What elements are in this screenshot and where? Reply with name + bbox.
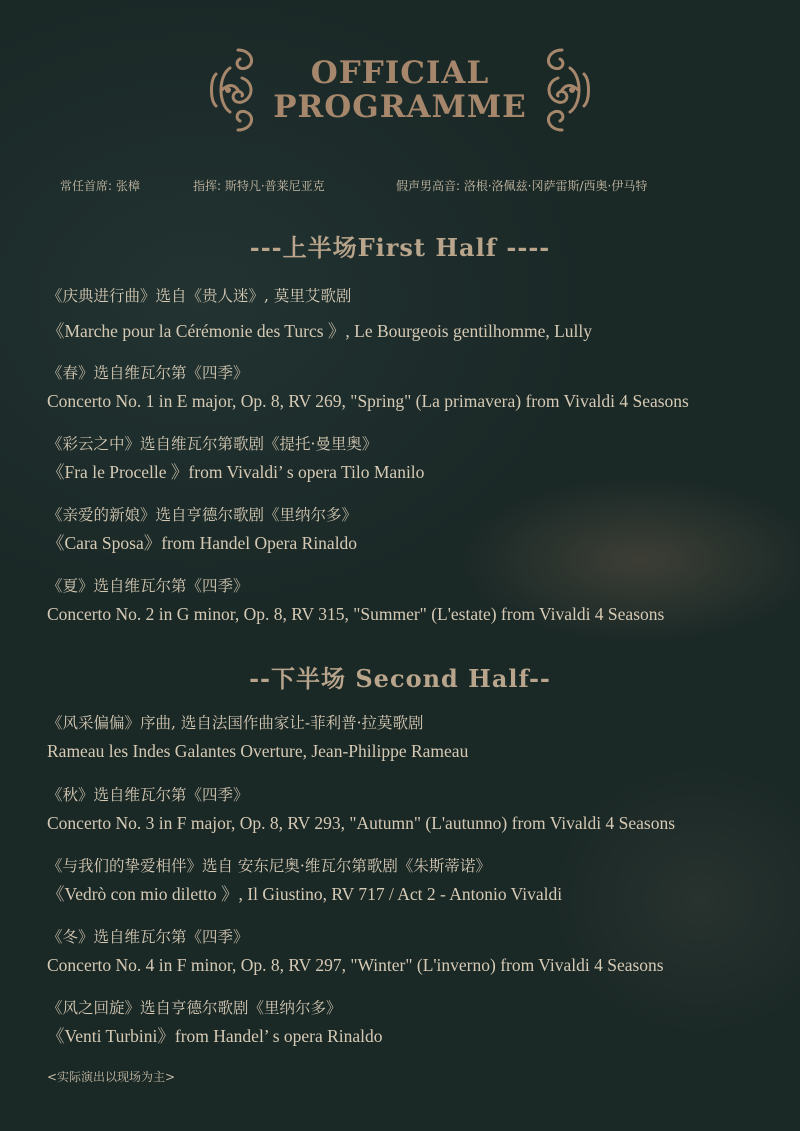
title-line-2: PROGRAMME xyxy=(273,89,527,125)
programme-item xyxy=(47,926,787,976)
programme-item xyxy=(47,362,787,412)
item-title-en: Concerto No. 2 in G minor, Op. 8, RV 315, "Summer" (L'estate) from Vivaldi 4 Seasons xyxy=(47,604,665,624)
programme-title xyxy=(250,56,550,124)
item-title-en: 《Fra le Procelle 》from Vivaldi’ s opera Tilo Manilo xyxy=(47,462,425,482)
second-half-title: --下半场 Second Half-- xyxy=(249,664,551,693)
programme-header xyxy=(0,44,800,144)
item-title-en: Concerto No. 3 in F major, Op. 8, RV 293, "Autumn" (L'autunno) from Vivaldi 4 Seasons xyxy=(47,813,676,833)
programme-item xyxy=(47,855,787,905)
programme-item xyxy=(47,504,787,554)
item-title-en: Concerto No. 4 in F minor, Op. 8, RV 297, "Winter" (L'inverno) from Vivaldi 4 Seasons xyxy=(47,955,664,975)
item-title-en: 《Marche pour la Cérémonie des Turcs 》, Le Bourgeois gentilhomme, Lully xyxy=(47,321,593,341)
item-title-en: Concerto No. 1 in E major, Op. 8, RV 269, "Spring" (La primavera) from Vivaldi 4 Seasons xyxy=(47,391,689,411)
programme-item xyxy=(47,712,787,762)
scroll-flourish-icon xyxy=(532,44,592,136)
item-title-zh: 《彩云之中》选自维瓦尔第歌剧《提托·曼里奥》 xyxy=(47,435,378,453)
item-title-zh: 《与我们的挚爱相伴》选自 安东尼奥·维瓦尔第歌剧《朱斯蒂诺》 xyxy=(47,857,491,875)
concertmaster-credit: 常任首席: 张樟 xyxy=(60,179,140,193)
programme-item xyxy=(47,433,787,483)
item-title-zh: 《庆典进行曲》选自《贵人迷》, 莫里艾歌剧 xyxy=(47,287,352,305)
countertenor-credit: 假声男高音: 洛根·洛佩兹·冈萨雷斯/西奥·伊马特 xyxy=(396,179,648,193)
item-title-en: Rameau les Indes Galantes Overture, Jean-Philippe Rameau xyxy=(47,741,469,761)
item-title-zh: 《亲爱的新娘》选自亨德尔歌剧《里纳尔多》 xyxy=(47,506,358,524)
item-title-zh: 《夏》选自维瓦尔第《四季》 xyxy=(47,577,249,595)
item-title-en: 《Vedrò con mio diletto 》, Il Giustino, RV 717 / Act 2 - Antonio Vivaldi xyxy=(47,884,563,904)
programme-item xyxy=(47,575,787,625)
item-title-en: 《Cara Sposa》from Handel Opera Rinaldo xyxy=(47,533,358,553)
first-half-title: ---上半场First Half ---- xyxy=(249,233,551,262)
performance-note: <实际演出以现场为主> xyxy=(47,1070,176,1084)
programme-item xyxy=(47,285,787,342)
title-line-1: OFFICIAL xyxy=(310,55,490,91)
item-title-zh: 《风之回旋》选自亨德尔歌剧《里纳尔多》 xyxy=(47,999,342,1017)
item-title-zh: 《冬》选自维瓦尔第《四季》 xyxy=(47,928,249,946)
item-title-zh: 《春》选自维瓦尔第《四季》 xyxy=(47,364,249,382)
conductor-credit: 指挥: 斯特凡·普莱尼亚克 xyxy=(193,179,325,193)
item-title-zh: 《风采偏偏》序曲, 选自法国作曲家让-菲利普·拉莫歌剧 xyxy=(47,714,424,732)
programme-item xyxy=(47,784,787,834)
item-title-en: 《Venti Turbini》from Handel’ s opera Rinaldo xyxy=(47,1026,383,1046)
item-title-zh: 《秋》选自维瓦尔第《四季》 xyxy=(47,786,249,804)
programme-item xyxy=(47,997,787,1047)
credits-line xyxy=(60,177,760,195)
